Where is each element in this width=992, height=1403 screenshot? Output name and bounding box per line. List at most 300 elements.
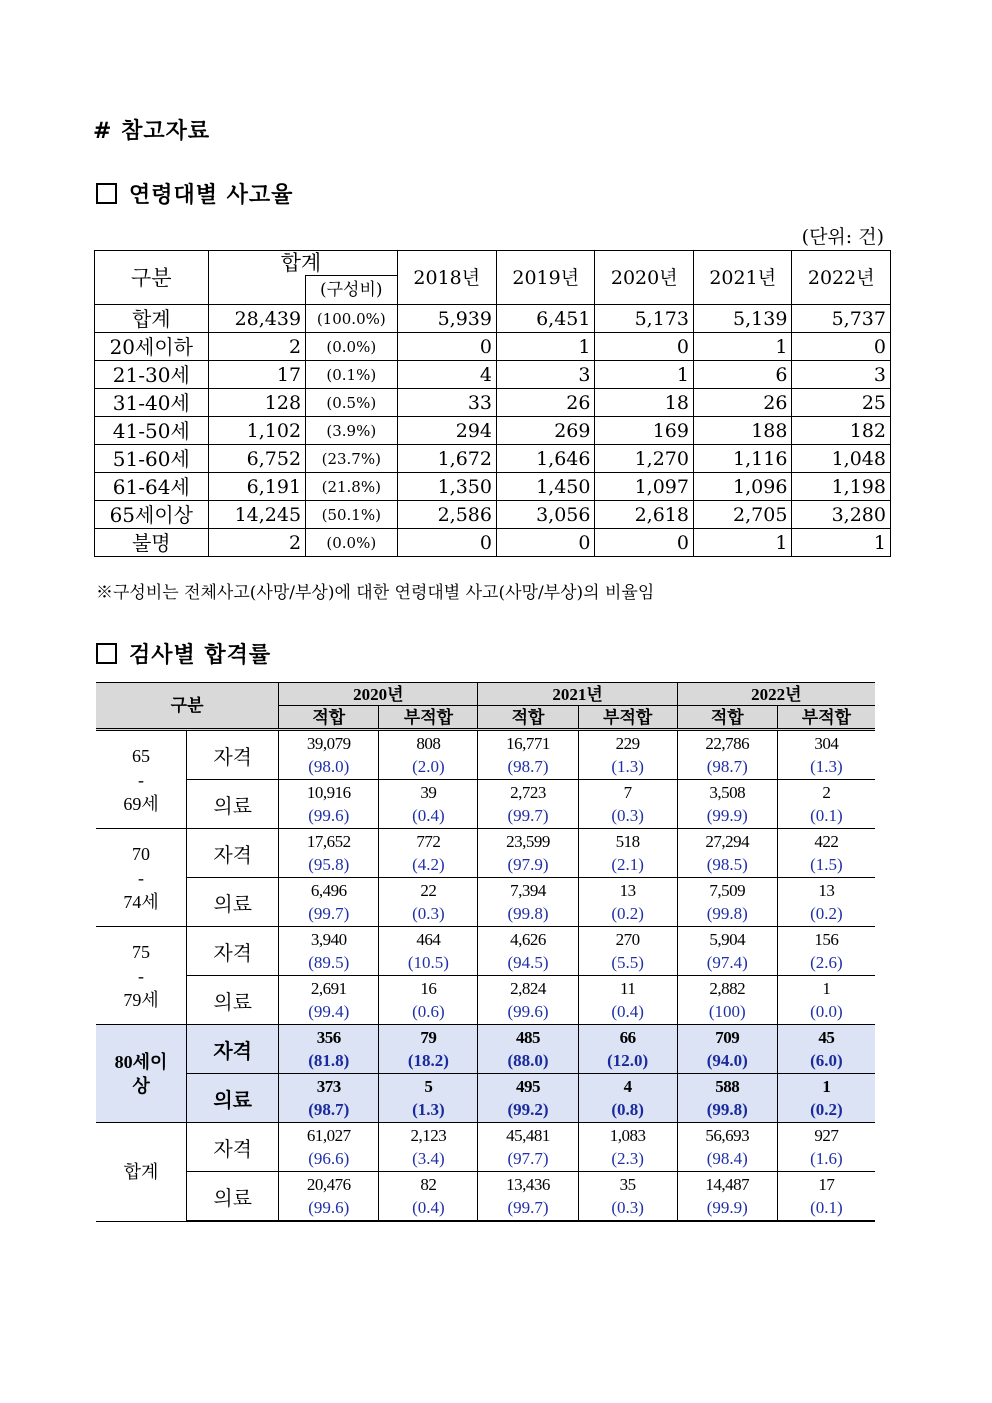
t2-percent: (88.0) [507,1051,549,1070]
t2-percent: (94.5) [507,953,549,972]
t1-row-value: 0 [497,529,595,557]
table1-row [95,445,891,473]
t2-count: 13,436 [506,1175,550,1194]
t1-row-value: 0 [792,333,891,361]
t1-row-ratio: (0.1%) [306,361,397,389]
t2-cell [478,730,578,780]
t2-count: 5,904 [709,930,746,949]
t2-cell [379,927,478,976]
t2-percent: (99.9) [706,806,748,825]
t2-cell [578,976,677,1025]
t2-count: 45 [818,1028,835,1047]
t2-group-label [96,730,187,829]
t2-percent: (98.7) [507,757,549,776]
t2-group-label [96,1025,187,1123]
t2-percent: (96.6) [308,1149,350,1168]
t1-row-total: 14,245 [208,501,305,529]
t2-count: 485 [516,1028,541,1047]
t2-cell [379,780,478,829]
t2-percent: (98.7) [706,757,748,776]
t2-header-fail: 부적합 [379,706,478,730]
t2-count: 1 [822,979,831,998]
t1-row-value: 1,198 [792,473,891,501]
t2-cell [279,976,379,1025]
t1-row-value: 1 [693,529,791,557]
t2-group-label-line: 75 [132,941,151,962]
t2-cell [578,780,677,829]
t1-row-ratio: (0.0%) [306,333,397,361]
t1-row-value: 1,646 [497,445,595,473]
t2-percent: (81.8) [308,1051,350,1070]
t2-count: 373 [316,1077,341,1096]
t2-cell [279,878,379,927]
t1-row-label: 합계 [95,305,209,333]
t2-count: 66 [619,1028,636,1047]
t2-count: 464 [416,930,441,949]
t1-row-ratio: (21.8%) [306,473,397,501]
t2-count: 229 [615,734,640,753]
t2-percent: (4.2) [412,855,445,874]
t2-cell [478,1172,578,1222]
t1-row-ratio: (50.1%) [306,501,397,529]
t2-count: 2,691 [310,979,347,998]
t2-cell [478,976,578,1025]
table1-row [95,473,891,501]
t2-percent: (1.6) [810,1149,843,1168]
t2-group-label [96,927,187,1025]
t2-count: 11 [619,979,636,998]
t2-cell [578,1123,677,1172]
t2-percent: (2.0) [412,757,445,776]
t1-row-value: 0 [397,333,497,361]
t2-count: 56,693 [705,1126,750,1145]
table2-header-row [96,683,875,706]
table1-row [95,305,891,333]
t2-group-label [96,829,187,927]
t2-percent: (99.7) [308,904,350,923]
t1-row-total: 28,439 [208,305,305,333]
t1-row-value: 1,672 [397,445,497,473]
table2-row [96,1074,875,1123]
t1-row-value: 1,450 [497,473,595,501]
t1-row-value: 1,097 [595,473,693,501]
t2-count: 7,394 [510,881,546,900]
t2-header-pass: 적합 [478,706,578,730]
t2-count: 4 [623,1077,632,1096]
t2-cell [379,1172,478,1222]
t2-percent: (2.3) [611,1149,644,1168]
t2-percent: (1.3) [810,757,843,776]
t1-header-ratio: (구성비) [306,276,397,305]
t2-cell [677,927,777,976]
t2-count: 20,476 [306,1175,351,1194]
table1-row [95,501,891,529]
t2-group-label-line: 합계 [123,1161,159,1182]
t1-row-value: 3,056 [497,501,595,529]
t2-count: 270 [615,930,640,949]
t2-percent: (0.6) [412,1002,445,1021]
t2-header-category: 구분 [96,683,279,730]
t2-group-label-line: 74세 [123,891,159,912]
table2-body [96,730,875,1222]
t1-header-year: 2022년 [792,251,891,305]
t2-count: 45,481 [506,1126,550,1145]
t1-row-value: 169 [595,417,693,445]
table1-row [95,361,891,389]
t1-row-value: 1,116 [693,445,791,473]
t2-count: 2,824 [510,979,546,998]
t2-percent: (12.0) [607,1051,649,1070]
t2-count: 927 [814,1126,839,1145]
t2-group-label-line: - [138,769,145,790]
t2-cell [677,1074,777,1123]
t2-kind: 의료 [187,780,279,829]
t2-cell [578,927,677,976]
t2-cell [279,927,379,976]
t2-count: 2,723 [510,783,546,802]
t2-percent: (0.4) [412,806,445,825]
t2-cell [777,1172,875,1222]
t2-cell [677,780,777,829]
t1-row-value: 4 [397,361,497,389]
t1-row-ratio: (23.7%) [306,445,397,473]
t1-header-total-blank [208,276,305,305]
table1-row [95,417,891,445]
section1-heading [96,178,293,209]
t1-row-label: 불명 [95,529,209,557]
t2-group-label [96,1123,187,1222]
t1-row-label: 61-64세 [95,473,209,501]
t2-cell [279,730,379,780]
t2-cell [777,878,875,927]
t2-count: 3,940 [310,930,347,949]
t2-kind: 의료 [187,1074,279,1123]
t2-count: 16 [420,979,437,998]
t2-cell [578,1172,677,1222]
t2-header-year: 2020년 [279,683,478,706]
t2-cell [279,780,379,829]
t1-row-label: 41-50세 [95,417,209,445]
t2-percent: (0.2) [611,904,644,923]
t2-cell [777,1123,875,1172]
t1-row-value: 2,618 [595,501,693,529]
t2-cell [677,976,777,1025]
t2-percent: (99.8) [507,904,549,923]
table2-row [96,1025,875,1074]
t2-percent: (2.6) [810,953,843,972]
t1-row-total: 2 [208,333,305,361]
t2-cell [578,730,677,780]
t2-count: 23,599 [506,832,550,851]
t1-header-total: 합계 [208,251,397,276]
t1-row-value: 0 [595,333,693,361]
t2-percent: (0.3) [611,806,644,825]
t2-percent: (95.8) [308,855,350,874]
t1-row-label: 31-40세 [95,389,209,417]
t2-count: 6,496 [310,881,347,900]
t2-cell [777,829,875,878]
t2-group-label-line: 상 [132,1075,150,1096]
t1-row-value: 1,096 [693,473,791,501]
t2-percent: (1.3) [412,1100,445,1119]
t2-cell [379,1123,478,1172]
t2-count: 17 [818,1175,835,1194]
t2-kind: 의료 [187,878,279,927]
t1-row-label: 51-60세 [95,445,209,473]
table2-row [96,730,875,780]
t1-header-year: 2020년 [595,251,693,305]
t2-count: 709 [715,1028,740,1047]
t2-count: 1 [822,1077,831,1096]
t1-row-value: 18 [595,389,693,417]
t2-count: 7,509 [709,881,746,900]
t2-cell [379,1025,478,1074]
t2-percent: (18.2) [407,1051,449,1070]
t1-row-value: 2,586 [397,501,497,529]
t2-percent: (98.0) [308,757,350,776]
t2-cell [379,1074,478,1123]
t1-row-value: 188 [693,417,791,445]
t2-percent: (99.6) [308,1198,350,1217]
t2-percent: (99.6) [507,1002,549,1021]
table2-row [96,829,875,878]
t2-percent: (100) [708,1002,746,1021]
t2-count: 7 [623,783,632,802]
t2-percent: (98.4) [706,1149,748,1168]
t2-cell [578,878,677,927]
t2-percent: (99.2) [507,1100,549,1119]
t2-cell [578,829,677,878]
t1-row-value: 1 [693,333,791,361]
t2-percent: (0.1) [810,806,843,825]
t2-count: 3,508 [709,783,746,802]
t2-count: 495 [516,1077,541,1096]
t2-kind: 자격 [187,927,279,976]
t2-group-label-line: 80세이 [114,1051,168,1072]
t1-row-value: 6,451 [497,305,595,333]
t1-row-ratio: (0.0%) [306,529,397,557]
t2-percent: (0.1) [810,1198,843,1217]
t2-cell [677,829,777,878]
t2-percent: (1.5) [810,855,843,874]
t2-header-year: 2022년 [677,683,875,706]
ratio-footnote: ※구성비는 전체사고(사망/부상)에 대한 연령대별 사고(사망/부상)의 비율임 [96,583,655,603]
t1-row-value: 1 [792,529,891,557]
t2-cell [279,1074,379,1123]
t2-cell [279,1172,379,1222]
t1-row-value: 1,048 [792,445,891,473]
t2-percent: (98.5) [706,855,748,874]
t2-percent: (99.7) [507,806,549,825]
t2-cell [478,1074,578,1123]
t2-cell [777,1025,875,1074]
t2-count: 13 [619,881,636,900]
t2-percent: (3.4) [412,1149,445,1168]
t2-count: 16,771 [506,734,550,753]
t2-percent: (99.8) [706,1100,748,1119]
t2-percent: (97.7) [507,1149,549,1168]
t1-row-value: 5,939 [397,305,497,333]
t2-percent: (0.3) [412,904,445,923]
t1-header-category: 구분 [95,251,209,305]
t2-group-label-line: 70 [132,843,151,864]
table1-body [95,305,891,557]
t1-row-value: 26 [497,389,595,417]
table2-row [96,976,875,1025]
t2-count: 27,294 [705,832,750,851]
t2-cell [379,878,478,927]
t1-row-value: 26 [693,389,791,417]
table2-row [96,1123,875,1172]
t1-row-value: 25 [792,389,891,417]
t2-count: 79 [420,1028,437,1047]
t2-kind: 자격 [187,829,279,878]
t2-cell [379,730,478,780]
t2-count: 588 [715,1077,740,1096]
t2-cell [379,829,478,878]
t1-row-value: 269 [497,417,595,445]
reference-heading: # 참고자료 [93,118,211,144]
t2-percent: (0.4) [611,1002,644,1021]
t2-percent: (1.3) [611,757,644,776]
t2-header-pass: 적합 [279,706,379,730]
t2-kind: 자격 [187,1025,279,1074]
t2-header-fail: 부적합 [777,706,875,730]
t2-group-label-line: 65 [132,745,151,766]
section2-heading [96,638,271,669]
t2-kind: 의료 [187,976,279,1025]
t1-row-label: 65세이상 [95,501,209,529]
checkbox-square-icon [96,183,117,204]
t1-row-total: 6,191 [208,473,305,501]
t2-cell [279,1123,379,1172]
pass-rate-table [96,682,875,1222]
t2-kind: 자격 [187,730,279,780]
t1-row-value: 2,705 [693,501,791,529]
t2-cell [578,1025,677,1074]
accident-by-age-table [94,250,891,557]
t2-percent: (10.5) [407,953,449,972]
t1-row-value: 294 [397,417,497,445]
t1-row-ratio: (3.9%) [306,417,397,445]
t1-row-value: 0 [397,529,497,557]
t1-row-total: 1,102 [208,417,305,445]
t2-percent: (94.0) [706,1051,748,1070]
t2-count: 2,123 [410,1126,447,1145]
t1-row-value: 5,173 [595,305,693,333]
t2-count: 35 [619,1175,636,1194]
t1-row-value: 3 [792,361,891,389]
t2-cell [777,976,875,1025]
t2-count: 22 [420,881,437,900]
t2-count: 22,786 [705,734,750,753]
t2-group-label-line: 79세 [123,989,159,1010]
t1-row-label: 20세이하 [95,333,209,361]
t2-count: 17,652 [306,832,351,851]
t1-row-total: 2 [208,529,305,557]
t2-cell [677,1123,777,1172]
t2-count: 518 [615,832,640,851]
t1-row-value: 6 [693,361,791,389]
t2-count: 808 [416,734,441,753]
t2-percent: (99.9) [706,1198,748,1217]
t2-count: 356 [316,1028,341,1047]
t1-header-year: 2021년 [693,251,791,305]
t2-percent: (0.2) [810,904,843,923]
section1-title: 연령대별 사고율 [129,182,294,208]
t2-percent: (6.0) [810,1051,843,1070]
t1-row-value: 33 [397,389,497,417]
t2-percent: (89.5) [308,953,350,972]
t1-row-label: 21-30세 [95,361,209,389]
t2-cell [478,780,578,829]
t2-cell [279,829,379,878]
t1-row-value: 3 [497,361,595,389]
table1-row [95,529,891,557]
t2-cell [478,829,578,878]
table2-row [96,927,875,976]
table2-row [96,780,875,829]
t1-row-total: 128 [208,389,305,417]
t2-count: 39 [420,783,437,802]
t2-header-pass: 적합 [677,706,777,730]
t2-percent: (0.4) [412,1198,445,1217]
t2-count: 5 [424,1077,433,1096]
t2-percent: (99.4) [308,1002,350,1021]
t2-count: 2,882 [709,979,746,998]
t2-percent: (99.8) [706,904,748,923]
section2-title: 검사별 합격률 [129,642,272,668]
t1-row-value: 182 [792,417,891,445]
t2-kind: 자격 [187,1123,279,1172]
t1-row-value: 5,139 [693,305,791,333]
t2-count: 13 [818,881,835,900]
t2-percent: (2.1) [611,855,644,874]
t2-header-year: 2021년 [478,683,677,706]
t2-count: 4,626 [510,930,546,949]
t1-header-year: 2018년 [397,251,497,305]
t2-cell [777,927,875,976]
t2-percent: (99.6) [308,806,350,825]
table1-row [95,333,891,361]
t2-cell [777,1074,875,1123]
t2-group-label-line: - [138,965,145,986]
t2-count: 2 [822,783,831,802]
t2-percent: (0.2) [810,1100,843,1119]
t2-percent: (0.0) [810,1002,843,1021]
t2-cell [478,878,578,927]
t2-cell [677,730,777,780]
t2-count: 304 [814,734,839,753]
t2-count: 772 [416,832,441,851]
t2-count: 14,487 [705,1175,750,1194]
t2-cell [677,1025,777,1074]
t1-row-value: 3,280 [792,501,891,529]
table1-header-row [95,251,891,276]
t2-cell [478,1123,578,1172]
table1-row [95,389,891,417]
t1-row-value: 0 [595,529,693,557]
t2-percent: (5.5) [611,953,644,972]
t1-row-ratio: (100.0%) [306,305,397,333]
t2-cell [478,1025,578,1074]
t2-group-label-line: 69세 [123,793,159,814]
checkbox-square-icon [96,643,117,664]
t2-cell [677,878,777,927]
t1-row-value: 1,350 [397,473,497,501]
t2-cell [379,976,478,1025]
t1-row-value: 5,737 [792,305,891,333]
